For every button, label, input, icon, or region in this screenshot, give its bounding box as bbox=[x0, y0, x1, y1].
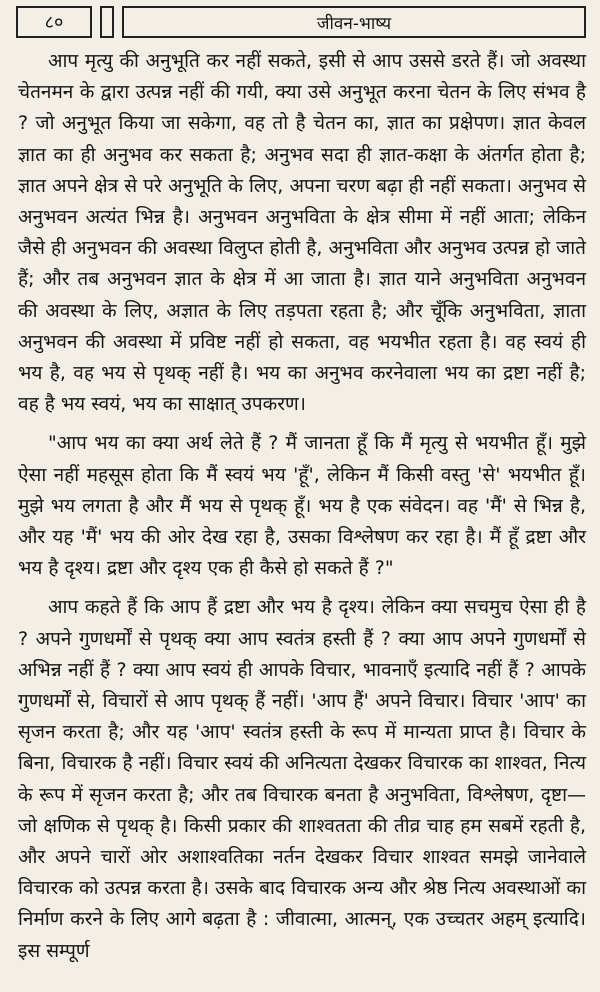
page-number-box bbox=[16, 6, 92, 38]
header-divider-box bbox=[100, 6, 114, 38]
running-title-box bbox=[122, 6, 586, 38]
body-text bbox=[18, 46, 586, 975]
paragraph-2: "आप भय का क्या अर्थ लेते हैं ? मैं जानता हूँ कि मैं मृत्यु से भयभीत हूँ। मुझे ऐसा नहीं महसूस होता कि मैं स्वयं भय 'हूँ', लेकिन मैं किसी वस्तु 'से' भयभीत हूँ। मुझे भय लगता है और मैं भय से पृथक् हूँ। भय है एक संवेदन। वह 'मैं' से भिन्न है, और यह 'मैं' भय की ओर देख रहा है, उसका विश्लेषण कर रहा है। मैं हूँ द्रष्टा और भय है दृश्य। द्रष्टा और दृश्य एक ही कैसे हो सकते हैं ?" bbox=[18, 432, 586, 580]
paragraph-3: आप कहते हैं कि आप हैं द्रष्टा और भय है दृश्य। लेकिन क्या सचमुच ऐसा ही है ? अपने गुणधर्मों से पृथक् क्या आप स्वतंत्र हस्ती हैं ? क्या आप अपने गुणधर्मों से अभिन्न नहीं हैं ? क्या आप स्वयं ही आपके विचार, भावनाएँ इत्यादि नहीं हैं ? आपके गुणधर्मों से, विचारों से आप पृथक् हैं नहीं। 'आप हैं' अपने विचार। विचार 'आप' का सृजन करता है; और यह 'आप' स्वतंत्र हस्ती के रूप में मान्यता प्राप्त है। विचार के बिना, विचारक है नहीं। विचार स्वयं की अनित्यता देखकर विचारक का शाश्वत, नित्य के रूप में सृजन करता है; और तब विचारक बनता है अनुभविता, विश्लेषण, दृष्टा—जो क्षणिक से पृथक् है। किसी प्रकार की शाश्वतता की तीव्र चाह हम सबमें रहती है, और अपने चारों ओर अशाश्वतिका नर्तन देखकर विचार शाश्वत समझे जानेवाले विचारक को उत्पन्न करता है। उसके बाद विचारक अन्य और श्रेष्ठ नित्य अवस्थाओं का निर्माण करने के लिए आगे बढ़ता है : जीवात्मा, आत्मन्, एक उच्चतर अहम् इत्यादि। इस सम्पूर्ण bbox=[18, 596, 586, 962]
page-number: ८० bbox=[44, 12, 64, 33]
page-header bbox=[10, 6, 590, 40]
paragraph-1: आप मृत्यु की अनुभूति कर नहीं सकते, इसी से आप उससे डरते हैं। जो अवस्था चेतनमन के द्वारा उत्पन्न नहीं की गयी, क्या उसे अनुभूत करना चेतन के लिए संभव है ? जो अनुभूत किया जा सकेगा, वह तो है चेतन का, ज्ञात का प्रक्षेपण। ज्ञात केवल ज्ञात का ही अनुभव कर सकता है; अनुभव सदा ही ज्ञात-कक्षा के अंतर्गत होता है; ज्ञात अपने क्षेत्र से परे अनुभूति के लिए, अपना चरण बढ़ा ही नहीं सकता। अनुभव से अनुभवन अत्यंत भिन्न है। अनुभवन अनुभविता के क्षेत्र सीमा में नहीं आता; लेकिन जैसे ही अनुभवन की अवस्था विलुप्त होती है, अनुभविता और अनुभव उत्पन्न हो जाते हैं; और तब अनुभवन ज्ञात के क्षेत्र में आ जाता है। ज्ञात याने अनुभविता अनुभवन की अवस्था के लिए, अज्ञात के लिए तड़पता रहता है; और चूँकि अनुभविता, ज्ञाता अनुभवन की अवस्था में प्रविष्ट नहीं हो सकता, वह भयभीत रहता है। वह स्वयं ही भय है, वह भय से पृथक् नहीं है। भय का अनुभव करनेवाला भय का द्रष्टा नहीं है; वह है भय स्वयं, भय का साक्षात् उपकरण। bbox=[18, 50, 586, 416]
running-title: जीवन-भाष्य bbox=[316, 13, 392, 34]
